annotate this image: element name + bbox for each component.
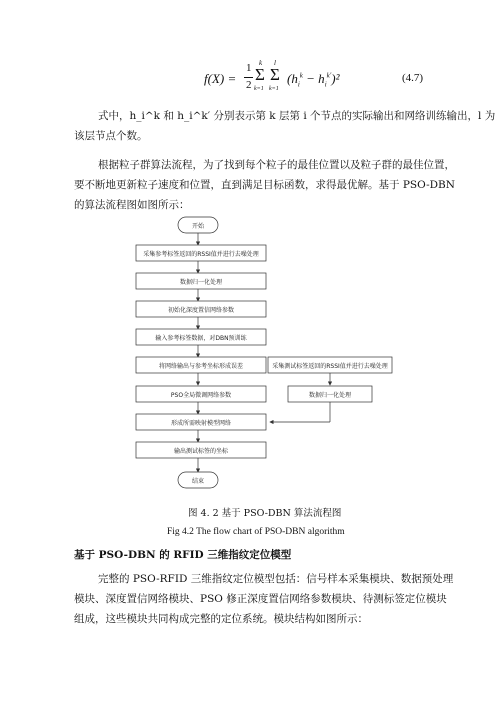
equation-number: (4.7) — [402, 72, 424, 84]
start-label: 开始 — [191, 223, 205, 230]
para2-line3: 的算法流程图如图所示： — [74, 199, 190, 211]
fraction-denominator: 2 — [246, 79, 252, 91]
sum2-symbol: Σ — [270, 65, 280, 84]
para3-line3: 组成，这些模块共同构成完整的定位系统。模块结构如图所示： — [74, 613, 368, 625]
sum1-symbol: Σ — [255, 65, 265, 84]
step7-label: 形成所需映射模型网络 — [170, 420, 232, 427]
section-heading: 基于 PSO-DBN 的 RFID 三维指纹定位模型 — [74, 549, 292, 561]
para3-line1: 完整的 PSO-RFID 三维指纹定位模型包括：信号样本采集模块、数据预处理 — [98, 573, 454, 585]
step1-label: 采集参考标签返回的RSSI值并进行去噪处理 — [143, 251, 259, 258]
step6-label: PSO全局微调网络参数 — [170, 392, 232, 399]
side1-label: 采集测试标签返回的RSSI值并进行去噪处理 — [272, 363, 388, 370]
fraction-numerator: 1 — [246, 62, 252, 74]
equation-body: $(h_i^k - h_i^{k'})^2$ — [287, 71, 340, 89]
para1-line1: 式中，h_i^k 和 h_i^k′ 分别表示第 k 层第 i 个节点的实际输出和网络训练输出，l 为 — [98, 110, 496, 122]
sum1-upper: k — [259, 59, 263, 67]
sum2-upper: l — [274, 59, 276, 67]
step3-label: 初始化深度置信网络参数 — [167, 307, 235, 314]
step8-label: 输出测试标签的坐标 — [173, 448, 229, 455]
step4-label: 输入参考标签数据，对DBN预训练 — [155, 335, 247, 342]
para2-line1: 根据粒子群算法流程，为了找到每个粒子的最佳位置以及粒子群的最佳位置， — [98, 159, 455, 171]
figure-caption-cn: 图 4. 2 基于 PSO-DBN 算法流程图 — [188, 508, 342, 519]
step2-label: 数据归一化处理 — [179, 279, 223, 286]
para2-line2: 要不断地更新粒子速度和位置，直到满足目标函数，求得最优解。基于 PSO-DBN — [74, 179, 455, 191]
para3-line2: 模块、深度置信网络模块、PSO 修正深度置信网络参数模块、待测标签定位模块 — [74, 593, 447, 605]
figure-caption-en: Fig 4.2 The flow chart of PSO-DBN algorithm — [167, 527, 345, 537]
sum1-lower: k=1 — [254, 86, 264, 92]
end-label: 结束 — [191, 478, 205, 485]
sum2-lower: k=1 — [269, 86, 279, 92]
step5-label: 将网络输出与参考坐标形成误差 — [158, 363, 244, 370]
side2-label: 数据归一化处理 — [308, 392, 352, 399]
equation-lhs: f(X) = — [204, 71, 237, 86]
para1-line2: 该层节点个数。 — [74, 130, 148, 142]
